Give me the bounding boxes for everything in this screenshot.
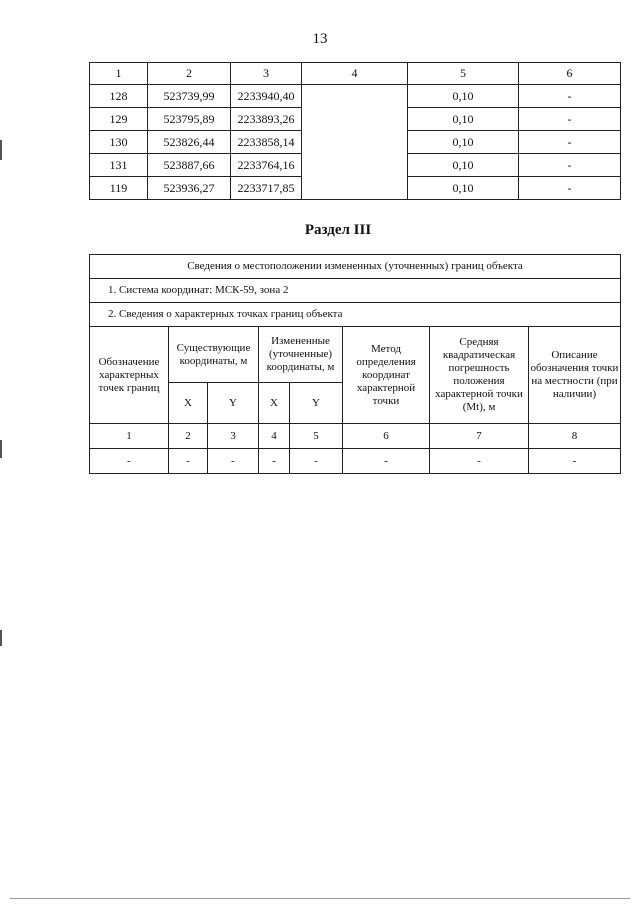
point-number-cell: 128 [90,85,148,108]
scan-bottom-edge [10,898,630,899]
column-number-cell: 2 [169,424,208,449]
x-coord-cell: 523887,66 [148,154,231,177]
column-number-cell: 4 [259,424,290,449]
table-header-row [90,63,621,85]
subheader-x-changed: X [259,383,290,424]
header-cell: 6 [519,63,621,85]
table-row [90,85,621,108]
column-number-cell: 5 [290,424,343,449]
column-number-cell: 7 [430,424,529,449]
subheader-y-changed: Y [290,383,343,424]
scan-margin-mark [0,440,2,458]
header-point-designation: Обозначение характерных точек границ [90,327,169,424]
header-cell: 2 [148,63,231,85]
data-cell: - [290,449,343,474]
data-cell: - [529,449,621,474]
column-number-cell: 1 [90,424,169,449]
section-title: Раздел III [304,222,372,238]
error-cell: 0,10 [408,85,519,108]
column-number-cell: 6 [343,424,430,449]
description-cell: - [519,177,621,200]
header-method: Метод определения координат характерной точки [343,327,430,424]
table-title: Сведения о местоположении измененных (уточненных) границ объекта [90,255,621,279]
characteristic-points-line: 2. Сведения о характерных точках границ объекта [90,303,621,327]
boundary-info-table [89,254,621,474]
y-coord-cell: 2233764,16 [231,154,302,177]
description-cell: - [519,85,621,108]
column-number-cell: 8 [529,424,621,449]
header-existing-coordinates: Существующие координаты, м [169,327,259,383]
header-cell: 4 [302,63,408,85]
header-cell: 1 [90,63,148,85]
header-changed-coordinates: Измененные (уточненные) координаты, м [259,327,343,383]
data-cell: - [208,449,259,474]
x-coord-cell: 523795,89 [148,108,231,131]
point-number-cell: 130 [90,131,148,154]
error-cell: 0,10 [408,108,519,131]
error-cell: 0,10 [408,131,519,154]
data-cell: - [90,449,169,474]
column-number-cell: 3 [208,424,259,449]
merged-empty-cell [302,85,408,200]
page-number: 13 [312,31,328,47]
scan-margin-mark [0,140,2,160]
y-coord-cell: 2233893,26 [231,108,302,131]
y-coord-cell: 2233717,85 [231,177,302,200]
subheader-x-existing: X [169,383,208,424]
data-cell: - [259,449,290,474]
column-number-row [90,424,621,449]
x-coord-cell: 523936,27 [148,177,231,200]
data-cell: - [169,449,208,474]
header-cell: 3 [231,63,302,85]
point-number-cell: 119 [90,177,148,200]
subheader-y-existing: Y [208,383,259,424]
x-coord-cell: 523826,44 [148,131,231,154]
table-row [90,449,621,474]
header-mean-error: Средняя квадратическая погрешность положения характерной точки (Mt), м [430,327,529,424]
point-number-cell: 131 [90,154,148,177]
data-cell: - [430,449,529,474]
header-description: Описание обозначения точки на местности (при наличии) [529,327,621,424]
error-cell: 0,10 [408,154,519,177]
header-cell: 5 [408,63,519,85]
y-coord-cell: 2233858,14 [231,131,302,154]
scan-margin-mark [0,630,2,646]
error-cell: 0,10 [408,177,519,200]
coordinates-table [89,62,621,200]
description-cell: - [519,131,621,154]
coordinate-system-line: 1. Система координат: МСК-59, зона 2 [90,279,621,303]
data-cell: - [343,449,430,474]
point-number-cell: 129 [90,108,148,131]
description-cell: - [519,154,621,177]
description-cell: - [519,108,621,131]
x-coord-cell: 523739,99 [148,85,231,108]
y-coord-cell: 2233940,40 [231,85,302,108]
